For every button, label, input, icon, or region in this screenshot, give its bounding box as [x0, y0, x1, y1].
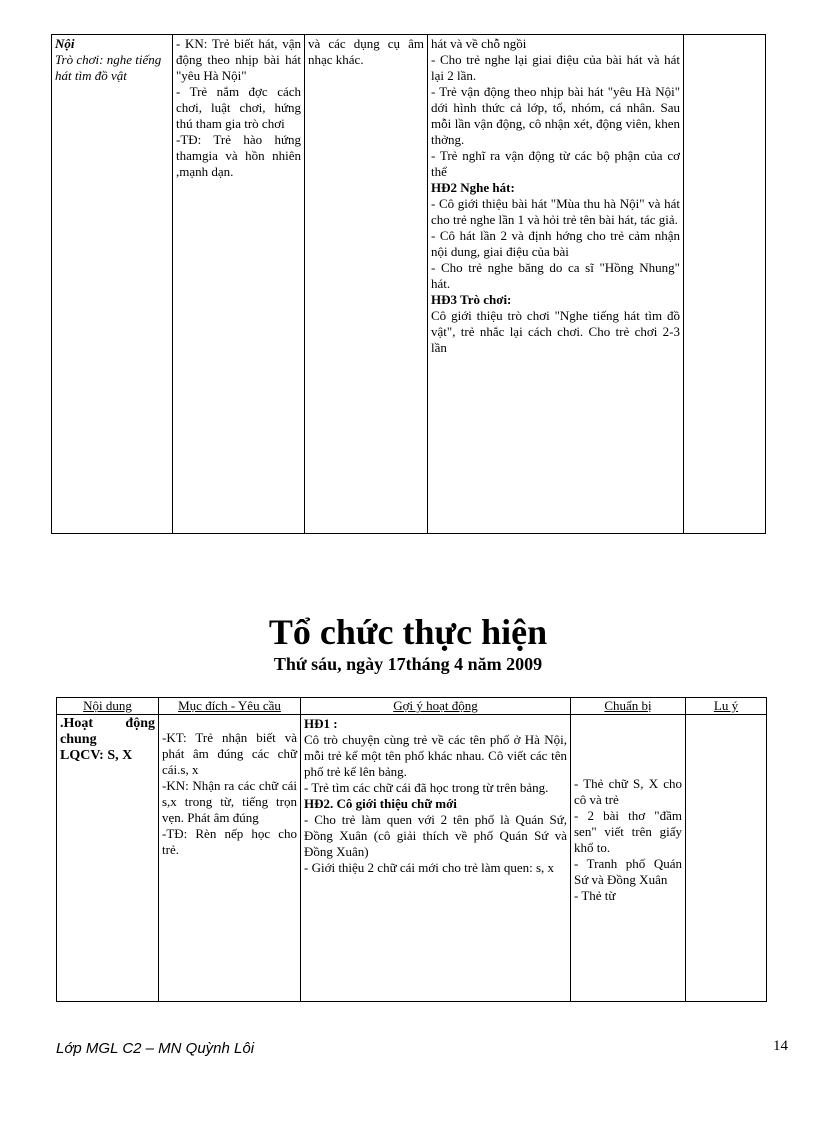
header-content: Nội dung: [57, 698, 159, 715]
activity-line: - Cho trẻ nghe lại giai điệu của bài hát và hát lại 2 lần.: [431, 52, 680, 83]
preparation-item: - Tranh phố Quán Sứ và Đồng Xuân: [574, 856, 682, 887]
header-preparation: Chuẩn bị: [571, 698, 686, 715]
content-topic: Nội: [55, 36, 75, 51]
header-notes: Lu ý: [686, 698, 767, 715]
materials-cell: [305, 35, 428, 534]
activity-line: - Trẻ vận động theo nhịp bài hát "yêu Hà Nội" dới hình thức cả lớp, tổ, nhóm, cá nhân. Sau mỗi lần vận động, cô nhận xét, động viên, khen thởng.: [431, 84, 680, 147]
game-name: Trò chơi: nghe tiếng hát tìm đồ vật: [55, 52, 162, 83]
objectives-cell: [173, 35, 305, 534]
objectives-cell: [159, 715, 301, 1002]
activity-line: - Trẻ tìm các chữ cái đã học trong từ trên bảng.: [304, 780, 549, 795]
activity-table-continued: [51, 34, 766, 534]
preparation-item: - Thẻ chữ S, X cho cô và trẻ: [574, 776, 682, 807]
preparation-item: - 2 bài thơ "đầm sen" viết trên giấy khổ to.: [574, 808, 682, 855]
activity-line: Cô trò chuyện cùng trẻ về các tên phố ở Hà Nội, mỗi trẻ kể một tên phố khác nhau. Cô viết các tên phố trẻ kể lên bảng.: [304, 732, 567, 779]
preparation-item: - Thẻ từ: [574, 888, 616, 903]
objective-skill: - KN: Trẻ biết hát, vận động theo nhịp bài hát "yêu Hà Nội": [176, 36, 301, 83]
activity-heading: HĐ2 Nghe hát:: [431, 180, 515, 195]
notes-cell: [684, 35, 766, 534]
objective-attitude: -TĐ: Rèn nếp học cho trẻ.: [162, 826, 297, 857]
activities-cell: [428, 35, 684, 534]
notes-cell: [686, 715, 767, 1002]
preparation-cell: [571, 715, 686, 1002]
activity-line: - Trẻ nghĩ ra vận động từ các bộ phận của cơ thể: [431, 148, 680, 179]
activity-line: - Cho trẻ làm quen với 2 tên phố là Quán Sứ, Đồng Xuân (cô giải thích về phố Quán Sứ và Đồng Xuân): [304, 812, 567, 859]
content-subject: LQCV: S, X: [60, 748, 133, 763]
header-activities: Gợi ý hoạt động: [301, 698, 571, 715]
activity-line: - Cho trẻ nghe băng do ca sĩ "Hồng Nhung" hát.: [431, 260, 680, 291]
content-cell: [57, 715, 159, 1002]
activity-line: Cô giới thiệu trò chơi "Nghe tiếng hát tìm đồ vật", trẻ nhắc lại cách chơi. Cho trẻ chơi 2-3 lần: [431, 308, 680, 355]
activity-line: - Cô giới thiệu bài hát "Mùa thu hà Nội" và hát cho trẻ nghe lần 1 và hỏi trẻ tên bài hát, tác giả.: [431, 196, 680, 227]
section-date: Thứ sáu, ngày 17tháng 4 năm 2009: [273, 654, 543, 674]
table-header-row: [57, 698, 767, 715]
header-objectives: Mục đích - Yêu cầu: [159, 698, 301, 715]
section-title: Tổ chức thực hiện: [268, 612, 548, 652]
footer-class-name: Lớp MGL C2 – MN Quỳnh Lôi: [56, 1040, 255, 1057]
materials-text: và các dụng cụ âm nhạc khác.: [308, 36, 424, 67]
objective-rules: - Trẻ nắm đợc cách chơi, luật chơi, hứng thú tham gia trò chơi: [176, 84, 301, 131]
content-topic: .Hoạt động chung: [60, 716, 155, 747]
objective-attitude: -TĐ: Trẻ hào hứng thamgia và hồn nhiên ,mạnh dạn.: [176, 132, 301, 179]
activity-line: - Cô hát lần 2 và định hớng cho trẻ cảm nhận nội dung, giai điệu của bài: [431, 228, 680, 259]
objective-skill: -KN: Nhận ra các chữ cái s,x trong từ, tiếng trọn vẹn. Phát âm đúng: [162, 778, 297, 825]
activity-heading: HĐ2. Cô giới thiệu chữ mới: [304, 796, 457, 811]
activity-line: - Giới thiệu 2 chữ cái mới cho trẻ làm quen: s, x: [304, 860, 555, 875]
activity-line: hát và về chỗ ngồi: [431, 36, 527, 51]
activity-table: [56, 697, 767, 1002]
activities-cell: [301, 715, 571, 1002]
page-number: 14: [773, 1038, 788, 1054]
objective-knowledge: -KT: Trẻ nhận biết và phát âm đúng các chữ cái.s, x: [162, 730, 297, 777]
activity-heading: HĐ3 Trò chơi:: [431, 292, 512, 307]
content-cell: [52, 35, 173, 534]
activity-heading: HĐ1 :: [304, 716, 338, 731]
table-row: [57, 715, 767, 1002]
